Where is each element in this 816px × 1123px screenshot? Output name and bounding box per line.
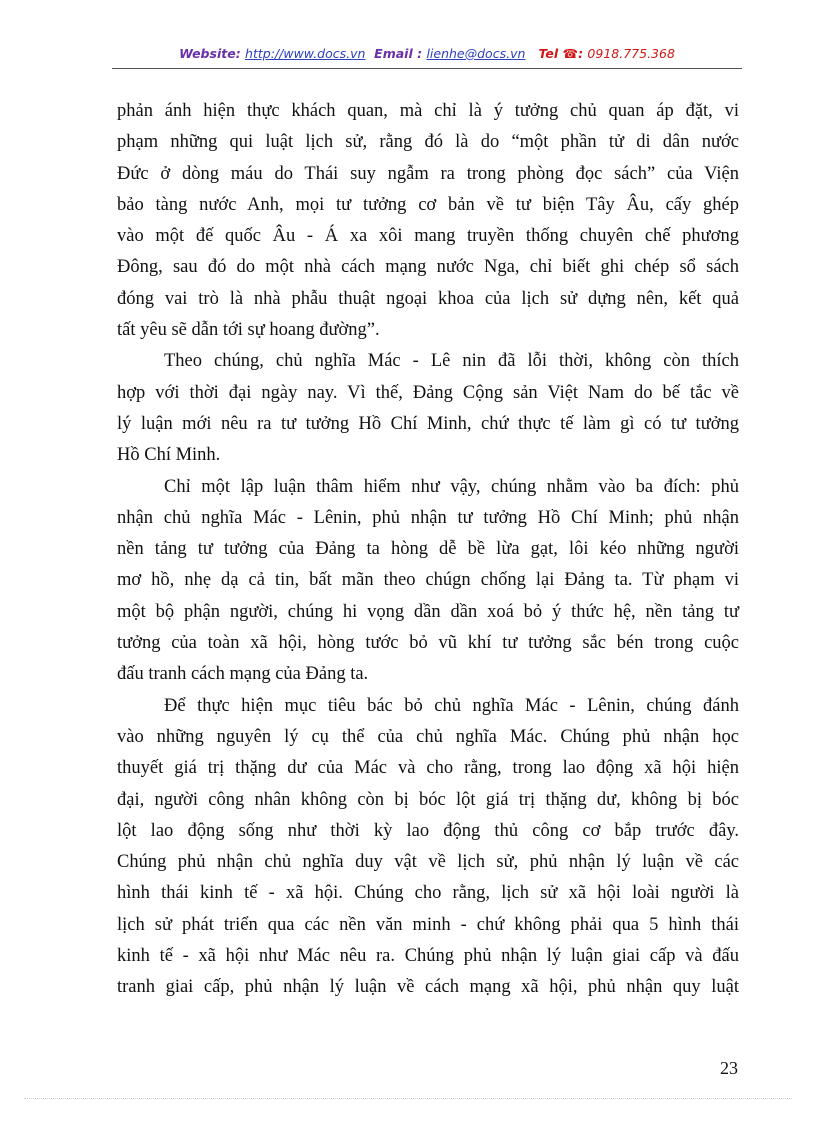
text-line: một bộ phận người, chúng hi vọng dần dần xoá bỏ ý thức hệ, nền tảng tư [117,601,739,622]
text-line: Theo chúng, chủ nghĩa Mác - Lê nin đã lỗi thời, không còn thích [164,351,739,372]
text-line: Chúng phủ nhận chủ nghĩa duy vật về lịch sử, phủ nhận lý luận về các [117,852,739,873]
text-line: hợp với thời đại ngày nay. Vì thế, Đảng Cộng sản Việt Nam do bế tắc về [117,382,739,403]
website-label: Website [179,46,236,61]
footer-divider [24,1098,792,1099]
website-link[interactable]: http://www.docs.vn [245,46,366,61]
text-line: kinh tế - xã hội như Mác nêu ra. Chúng phủ nhận lý luận giai cấp và đấu [117,946,739,967]
text-line: nhận chủ nghĩa Mác - Lênin, phủ nhận tư tưởng Hồ Chí Minh; phủ nhận [117,507,739,528]
text-line: Để thực hiện mục tiêu bác bỏ chủ nghĩa Mác - Lênin, chúng đánh [164,695,739,716]
text-line: Đức ở dòng máu do Thái suy ngẫm ra trong phòng đọc sách” của Viện [117,163,739,184]
text-line: thuyết giá trị thặng dư của Mác và cho rằng, trong lao động xã hội hiện [117,758,739,779]
text-line: hình thái kinh tế - xã hội. Chúng cho rằng, lịch sử xã hội loài người là [117,883,739,904]
text-line: tất yêu sẽ dẫn tới sự hoang đường”. [117,320,380,341]
page-header: Website: http://www.docs.vn Email : lienhe@docs.vn Tel ☎: 0918.775.368 [179,46,675,61]
text-line: lịch sử phát triển qua các nền văn minh - chứ không phải qua 5 hình thái [117,914,739,935]
text-line: đóng vai trò là nhà phẫu thuật ngoại khoa của lịch sử dựng nên, kết quả [117,288,739,309]
text-line: tranh giai cấp, phủ nhận lý luận về cách mạng xã hội, phủ nhận quy luật [117,977,739,998]
text-line: phản ánh hiện thực khách quan, mà chỉ là ý tưởng chủ quan áp đặt, vi [117,101,739,121]
page-number: 23 [720,1058,738,1078]
text-line: lý luận mới nêu ra tư tưởng Hồ Chí Minh, chứ thực tế làm gì có tư tưởng [117,413,739,434]
tel-value: 0918.775.368 [587,46,675,61]
text-line: Đông, sau đó do một nhà cách mạng nước Nga, chỉ biết ghi chép sổ sách [117,257,739,278]
header-divider [112,68,742,69]
text-line: vào những nguyên lý cụ thể của chủ nghĩa Mác. Chúng phủ nhận học [117,726,739,747]
text-line: vào một đế quốc Âu - Á xa xôi mang truyền thống chuyên chế phương [117,226,739,247]
text-line: nền tảng tư tưởng của Đảng ta hòng dễ bề lừa gạt, lôi kéo những người [117,539,739,560]
tel-label: Tel ☎ [538,46,579,61]
text-line: Chỉ một lập luận thâm hiểm như vậy, chúng nhằm vào ba đích: phủ [164,476,739,497]
text-line: đấu tranh cách mạng của Đảng ta. [117,664,369,685]
email-link[interactable]: lienhe@docs.vn [426,46,526,61]
text-line: Hồ Chí Minh. [117,445,221,466]
email-label: Email [374,46,413,61]
text-line: lột lao động sống như thời kỳ lao động thủ công cơ bắp trước đây. [117,820,739,841]
text-line: tưởng của toàn xã hội, hòng tước bỏ vũ khí tư tưởng sắc bén trong cuộc [117,633,739,654]
document-body [117,96,739,1004]
text-line: đại, người công nhân không còn bị bóc lột giá trị thặng dư, không bị bóc [117,789,739,810]
text-line: mơ hồ, nhẹ dạ cả tin, bất mãn theo chúgn chống lại Đảng ta. Từ phạm vi [117,570,739,591]
text-line: bảo tàng nước Anh, mọi tư tưởng cơ bản về tư biện Tây Âu, cấy ghép [117,194,739,215]
text-line: phạm những qui luật lịch sử, rằng đó là do “một phần tử di dân nước [117,132,739,153]
